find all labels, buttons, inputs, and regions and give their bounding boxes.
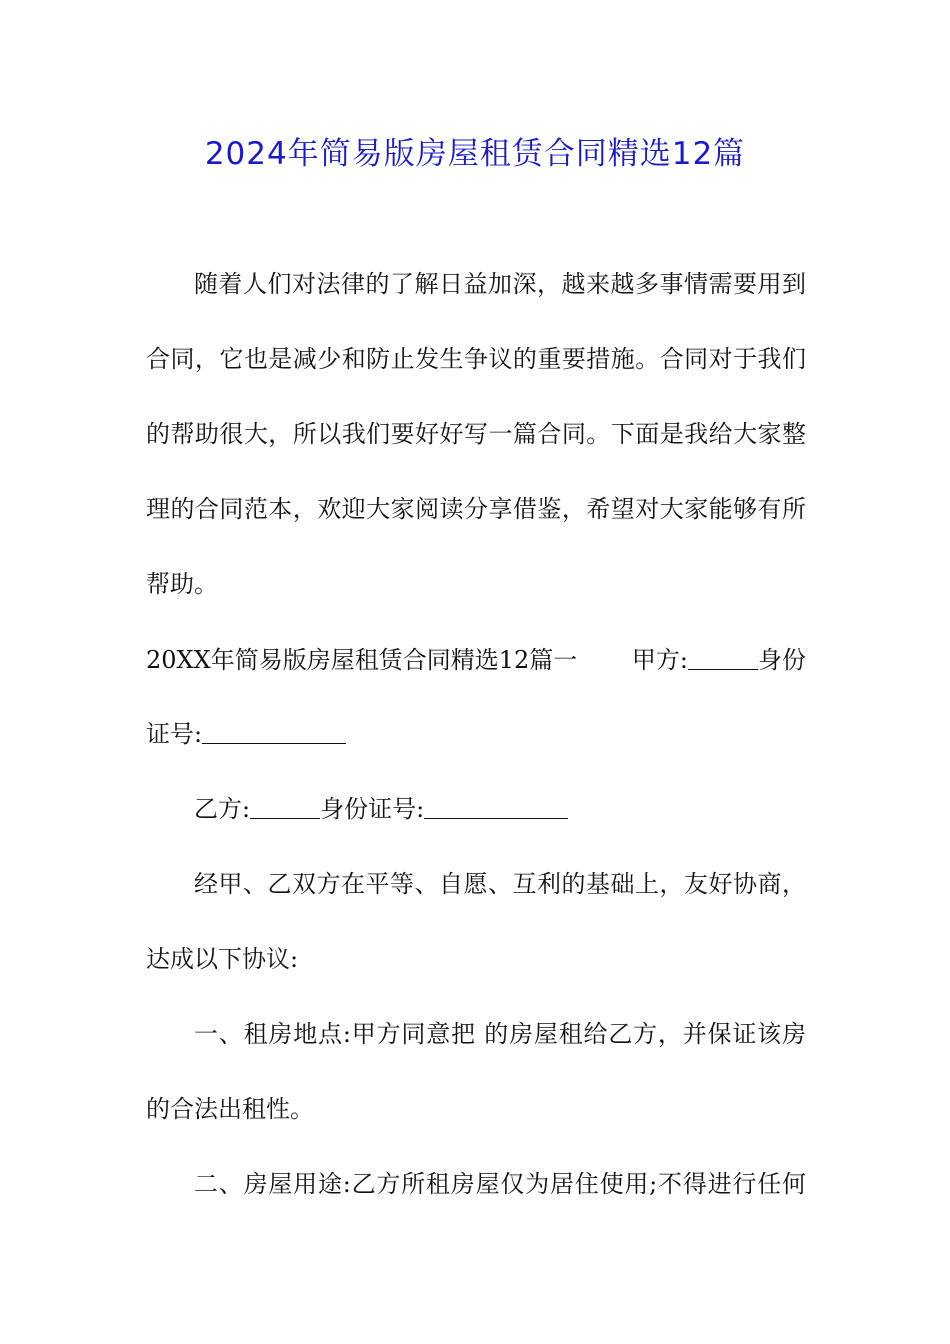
- party-a-label: 甲方:: [631, 646, 688, 674]
- party-a-line: [632, 645, 806, 675]
- section-heading: 20XX年简易版房屋租赁合同精选12篇一: [146, 646, 578, 674]
- party-a-id-label: 身份: [758, 646, 806, 674]
- party-b-id-blank: [424, 796, 568, 819]
- intro-line-1: 随着人们对法律的了解日益加深，越来越多事情需要用到: [194, 270, 806, 298]
- party-a-id-label-cont: 证号:: [146, 720, 203, 748]
- clause-1-line-2: 的合法出租性。: [146, 1095, 314, 1123]
- intro-line-2: 合同，它也是减少和防止发生争议的重要措施。合同对于我们: [146, 345, 806, 373]
- clause-2-line-1: 二、房屋用途:乙方所租房屋仅为居住使用;不得进行任何: [194, 1170, 806, 1198]
- agreement-line-2: 达成以下协议:: [146, 945, 299, 973]
- party-a-name-blank: [688, 647, 758, 670]
- document-title: 2024年简易版房屋租赁合同精选12篇: [204, 136, 746, 172]
- party-a-id-row: [146, 719, 806, 749]
- party-b-label: 乙方:: [194, 795, 251, 823]
- party-b-id-label: 身份证号:: [320, 795, 425, 823]
- intro-line-5: 帮助。: [146, 570, 218, 598]
- intro-line-3: 的帮助很大，所以我们要好好写一篇合同。下面是我给大家整: [146, 420, 806, 448]
- section-heading-row: [146, 645, 806, 675]
- intro-line-4: 理的合同范本，欢迎大家阅读分享借鉴，希望对大家能够有所: [146, 495, 806, 523]
- party-a-id-blank: [202, 721, 346, 744]
- party-b-row: [194, 794, 806, 824]
- clause-1-line-1: 一、租房地点:甲方同意把 的房屋租给乙方，并保证该房: [194, 1020, 806, 1048]
- agreement-line-1: 经甲、乙双方在平等、自愿、互利的基础上，友好协商，: [194, 870, 806, 898]
- party-b-name-blank: [250, 796, 320, 819]
